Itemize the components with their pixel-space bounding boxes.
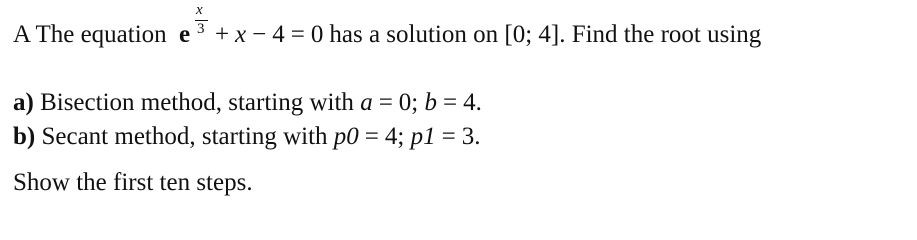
part-b-eq2: = bbox=[441, 123, 456, 150]
part-a-eq2: = bbox=[443, 89, 458, 116]
part-a-val1: 0; bbox=[398, 89, 419, 116]
part-a-val2: 4. bbox=[463, 89, 482, 116]
part-b bbox=[13, 122, 480, 152]
exponential-term bbox=[178, 2, 209, 50]
equals-sign: = bbox=[290, 21, 305, 48]
part-b-val2: 3. bbox=[461, 123, 481, 150]
exponent-fraction bbox=[195, 2, 209, 38]
variable-x: x bbox=[235, 21, 247, 48]
part-b-val1: 4; bbox=[384, 123, 405, 150]
part-b-label: b) bbox=[13, 123, 36, 150]
part-a-var1: a bbox=[360, 89, 373, 116]
exponent-denominator: 3 bbox=[196, 21, 205, 37]
exponential-base: e bbox=[178, 21, 191, 48]
part-a-eq1: = bbox=[378, 89, 393, 116]
interval-text: has a solution on [0; 4]. Find the root using bbox=[329, 21, 762, 48]
part-b-eq1: = bbox=[364, 123, 379, 150]
part-a bbox=[13, 88, 482, 118]
part-a-var2: b bbox=[424, 89, 437, 116]
constant-zero: 0 bbox=[310, 21, 324, 48]
part-b-var2: p1 bbox=[410, 123, 436, 150]
plus-sign: + bbox=[214, 21, 230, 48]
constant-four: 4 bbox=[272, 21, 285, 48]
footer-instruction: Show the first ten steps. bbox=[13, 169, 253, 196]
part-b-text: Secant method, starting with bbox=[41, 123, 328, 150]
part-a-label: a) bbox=[13, 89, 34, 116]
problem-statement bbox=[13, 2, 762, 50]
part-b-var1: p0 bbox=[333, 123, 359, 150]
minus-sign: − bbox=[252, 21, 267, 48]
exponent-numerator: x bbox=[195, 2, 203, 18]
problem-prefix: A The equation bbox=[13, 21, 167, 48]
part-a-text: Bisection method, starting with bbox=[40, 89, 354, 116]
